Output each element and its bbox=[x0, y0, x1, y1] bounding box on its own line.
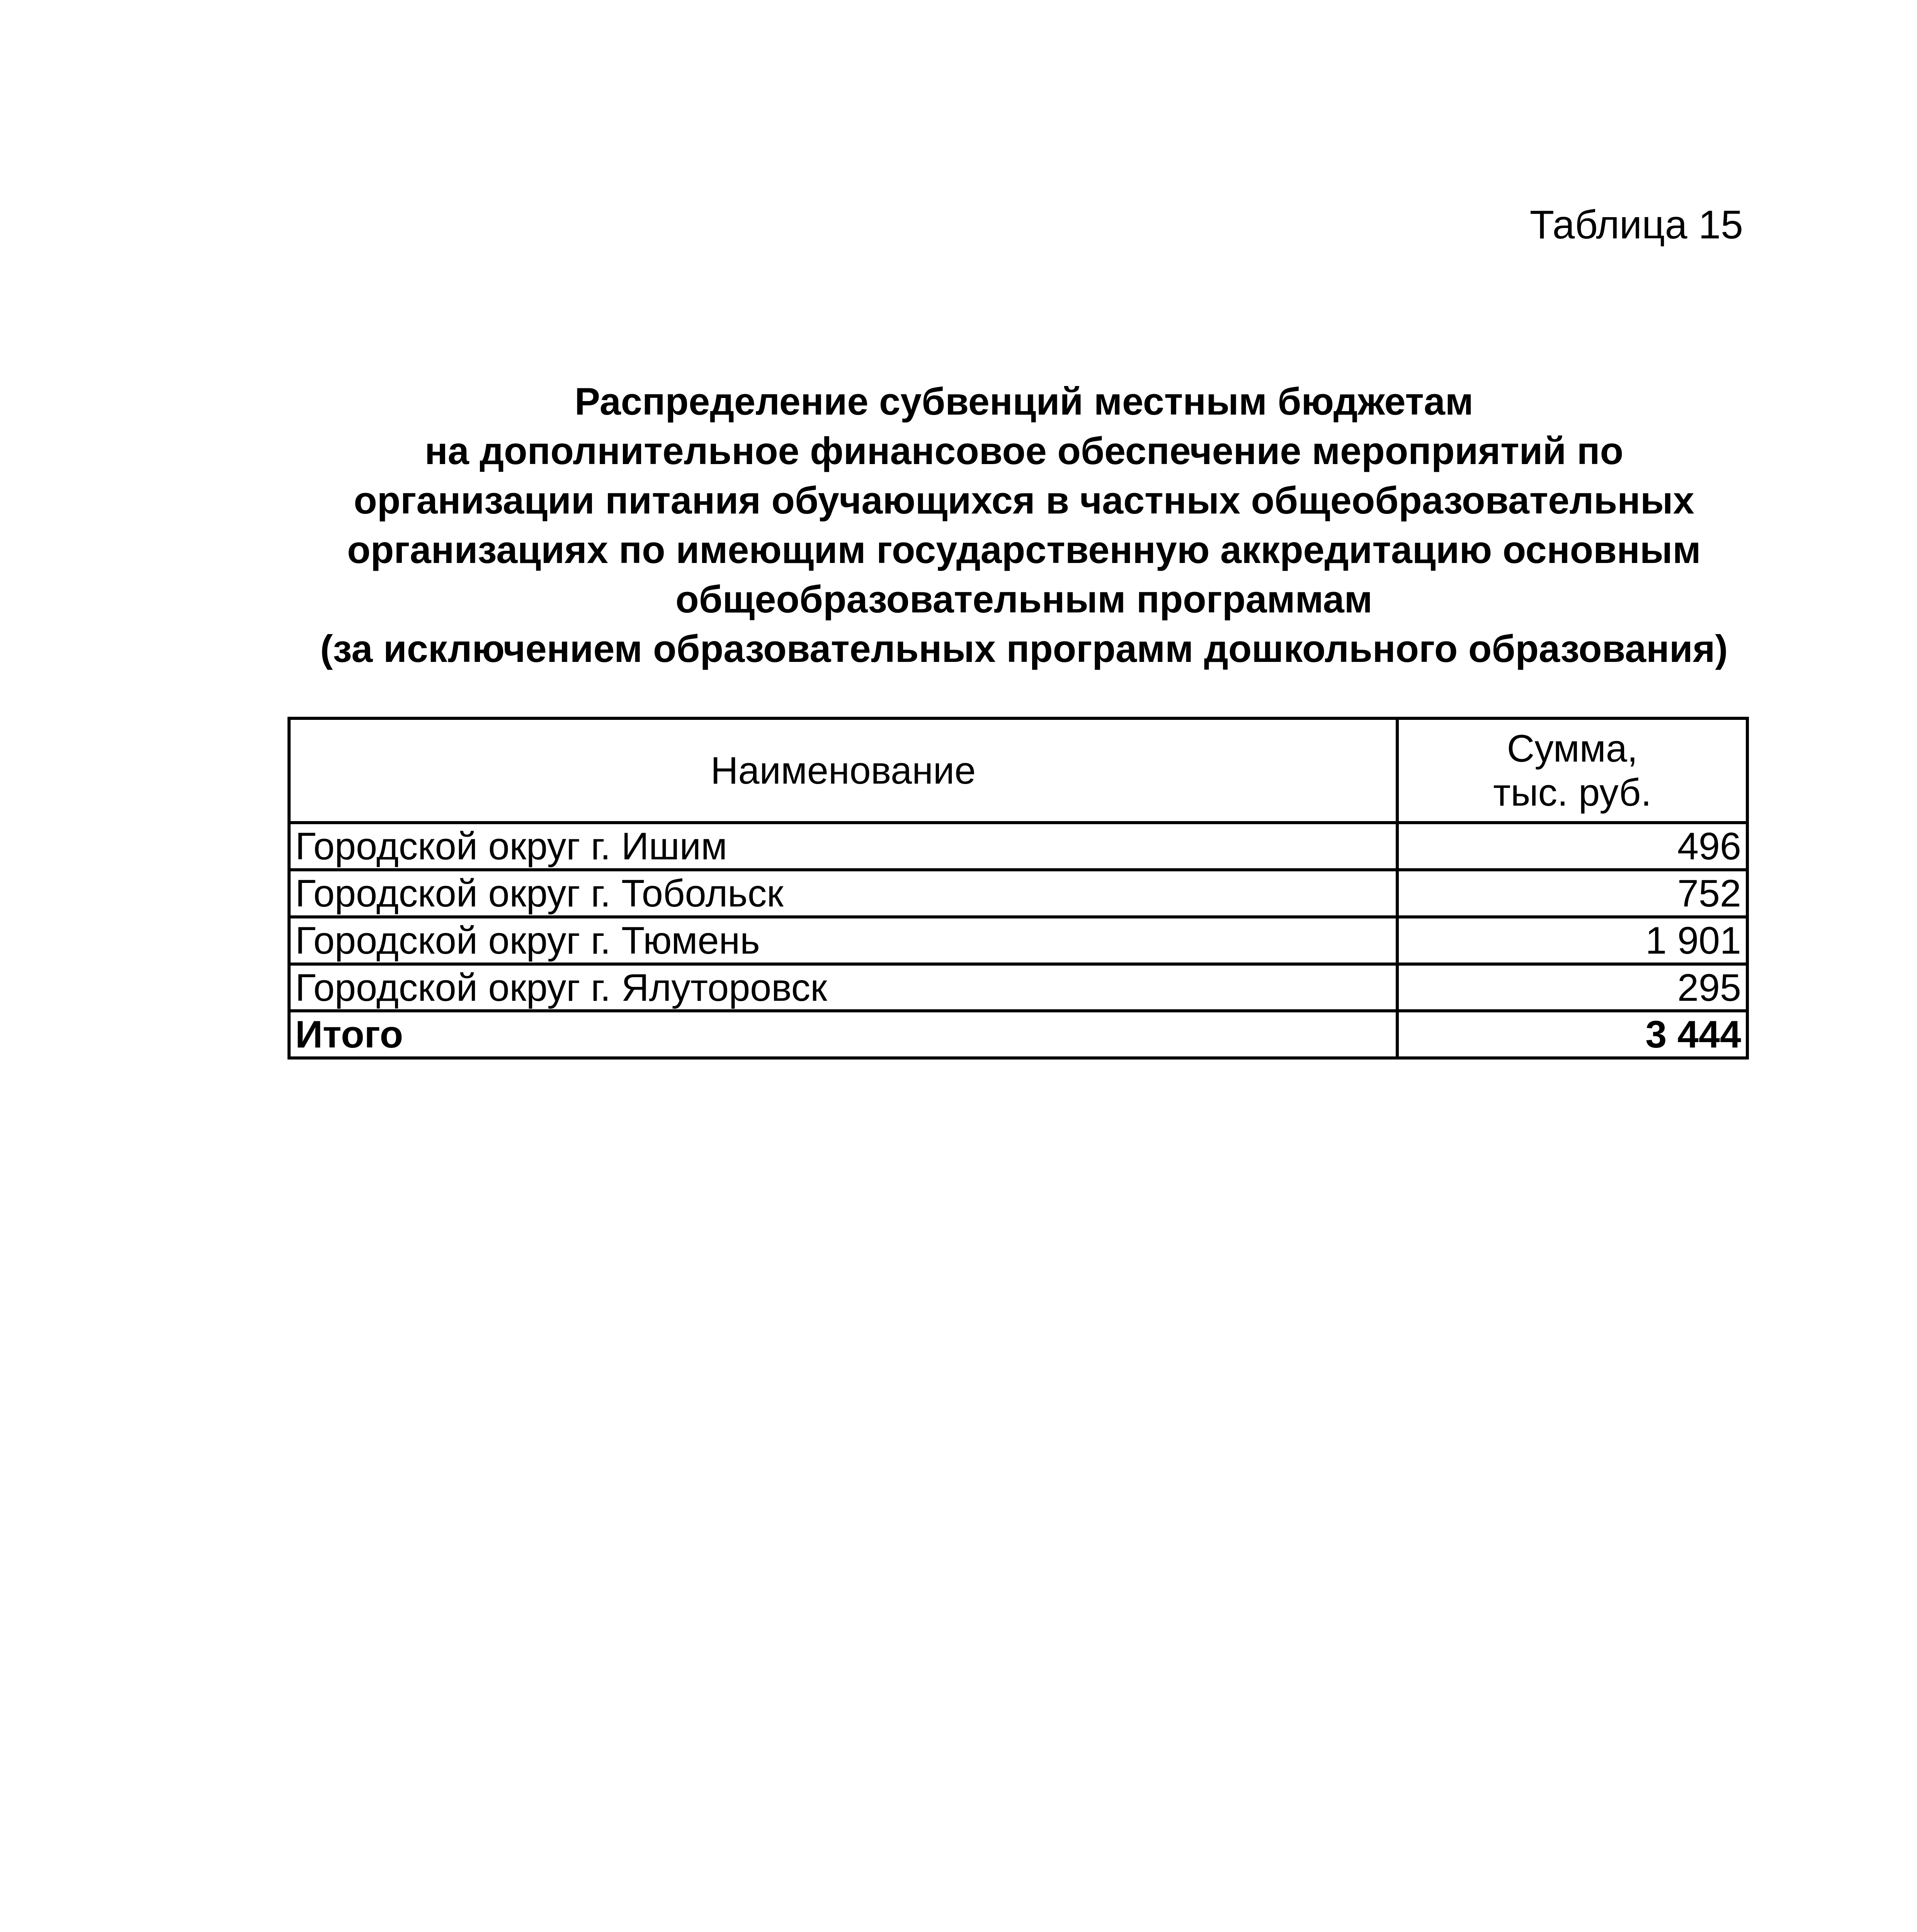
table-row bbox=[289, 823, 1747, 870]
column-header-sum bbox=[1397, 718, 1747, 823]
table-header-row bbox=[289, 718, 1747, 823]
row-name: Городской округ г. Ялуторовск bbox=[289, 964, 1397, 1011]
row-value: 752 bbox=[1397, 870, 1747, 917]
title-line: общеобразовательным программам bbox=[675, 578, 1373, 621]
column-header-name: Наименование bbox=[289, 718, 1397, 823]
table-row bbox=[289, 964, 1747, 1011]
total-label: Итого bbox=[289, 1011, 1397, 1058]
title-line: организациях по имеющим государственную аккредитацию основным bbox=[347, 528, 1701, 571]
row-value: 496 bbox=[1397, 823, 1747, 870]
column-header-sum-line2: тыс. руб. bbox=[1493, 771, 1652, 814]
row-value: 295 bbox=[1397, 964, 1747, 1011]
title-line: на дополнительное финансовое обеспечение мероприятий по bbox=[424, 429, 1624, 472]
column-header-sum-line1: Сумма, bbox=[1507, 727, 1638, 770]
table-number: Таблица 15 bbox=[1529, 202, 1743, 247]
total-value: 3 444 bbox=[1397, 1011, 1747, 1058]
table-row bbox=[289, 870, 1747, 917]
row-name: Городской округ г. Тобольск bbox=[289, 870, 1397, 917]
table-total-row bbox=[289, 1011, 1747, 1058]
document-title bbox=[290, 377, 1758, 673]
row-value: 1 901 bbox=[1397, 917, 1747, 964]
row-name: Городской округ г. Тюмень bbox=[289, 917, 1397, 964]
title-line: (за исключением образовательных программ дошкольного образования) bbox=[320, 627, 1728, 670]
subvention-table bbox=[287, 717, 1749, 1060]
row-name: Городской округ г. Ишим bbox=[289, 823, 1397, 870]
title-line: Распределение субвенций местным бюджетам bbox=[575, 380, 1473, 423]
table-row bbox=[289, 917, 1747, 964]
title-line: организации питания обучающихся в частных общеобразовательных bbox=[354, 479, 1694, 522]
